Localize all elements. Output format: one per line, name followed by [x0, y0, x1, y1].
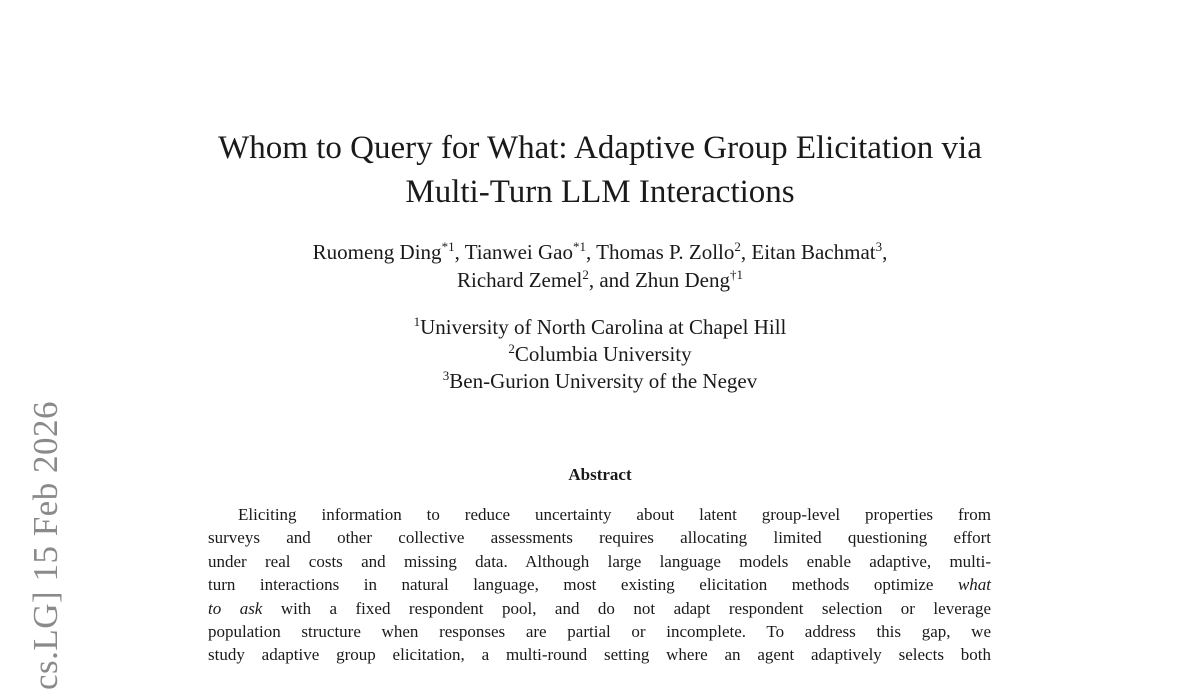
arxiv-identifier-stamp: cs.LG] 15 Feb 2026 [26, 401, 65, 690]
author-name: Thomas P. Zollo [596, 240, 735, 264]
abstract-emphasis: to ask [208, 598, 263, 618]
author-name: Eitan Bachmat [751, 240, 876, 264]
abstract-heading: Abstract [568, 465, 632, 484]
author-name: Ruomeng Ding [312, 240, 442, 264]
author-affiliation-mark: 2 [582, 267, 589, 282]
author-affiliation-mark: *1 [441, 239, 455, 254]
affiliation-number: 1 [413, 314, 421, 329]
abstract-line: under real costs and missing data. Although large language models enable adaptive, multi- [208, 551, 991, 571]
abstract-line: population structure when responses are partial or incomplete. To address this gap, we [208, 622, 991, 642]
title-line-1: Whom to Query for What: Adaptive Group Elicitation via [218, 130, 982, 166]
author-separator: , [586, 240, 597, 264]
abstract-line: study adaptive group elicitation, a multi-round setting where an agent adaptively selects both [208, 645, 991, 665]
author-affiliation-mark: *1 [573, 239, 586, 254]
abstract-line [208, 597, 991, 620]
affiliation-item [250, 368, 950, 395]
abstract-line [208, 573, 991, 596]
affiliation-item [250, 314, 950, 341]
author-affiliation-mark: 3 [875, 239, 883, 254]
affiliation-item [250, 341, 950, 368]
paper-title [100, 126, 1100, 214]
author-line-2 [150, 266, 1050, 294]
affiliation-list [250, 314, 950, 395]
affiliation-number: 3 [442, 368, 450, 383]
abstract-emphasis: what [957, 575, 991, 595]
author-name: Zhun Deng [634, 268, 731, 292]
affiliation-name: Columbia University [514, 342, 692, 366]
abstract-line: surveys and other collective assessments requires allocating limited questioning effort [208, 528, 991, 548]
abstract-body [208, 503, 991, 665]
author-separator: , and [588, 268, 635, 292]
affiliation-number: 2 [508, 341, 515, 356]
title-line-2: Multi-Turn LLM Interactions [405, 174, 795, 210]
affiliation-name: Ben-Gurion University of the Negev [449, 369, 758, 393]
author-affiliation-mark: †1 [730, 267, 744, 282]
abstract-text: turn interactions in natural language, most existing elicitation methods optimize [208, 575, 958, 595]
author-separator: , [740, 240, 752, 264]
author-name: Tianwei Gao [464, 240, 573, 264]
author-separator: , [882, 240, 888, 264]
affiliation-name: University of North Carolina at Chapel Hill [420, 315, 787, 339]
author-list [150, 238, 1050, 294]
abstract-text: with a fixed respondent pool, and do not adapt respondent selection or leverage [262, 598, 991, 618]
author-separator: , [454, 240, 465, 264]
abstract-line: Eliciting information to reduce uncertainty about latent group-level properties from [238, 505, 991, 524]
author-line-1 [150, 238, 1050, 266]
author-name: Richard Zemel [456, 268, 583, 292]
author-affiliation-mark: 2 [734, 239, 741, 254]
